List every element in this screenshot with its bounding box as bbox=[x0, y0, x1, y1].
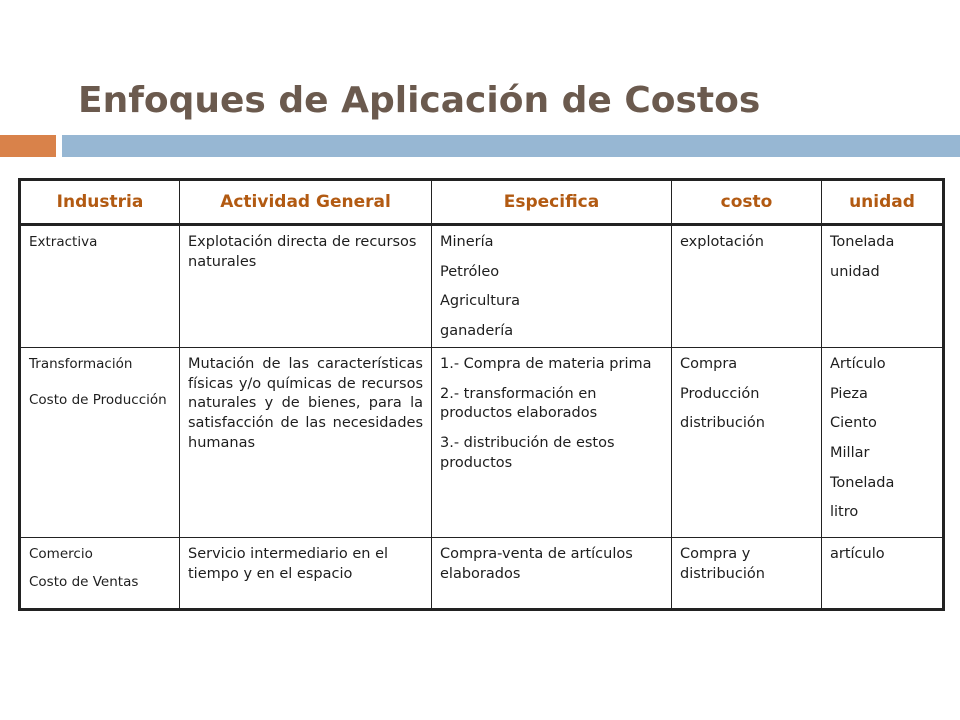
actividad-text: Explotación directa de recursos naturales bbox=[188, 234, 417, 270]
industria-name: Comercio bbox=[29, 546, 93, 563]
unidad-item: Millar bbox=[830, 444, 870, 461]
unidad-item: unidad bbox=[830, 263, 880, 280]
especifica-item: Compra-venta de artículos elaborados bbox=[440, 546, 633, 582]
header-unidad: unidad bbox=[822, 180, 944, 225]
cell-costo bbox=[672, 225, 822, 348]
actividad-text: Servicio intermediario en el tiempo y en el espacio bbox=[188, 546, 389, 582]
cell-costo bbox=[672, 538, 822, 610]
unidad-item: Artículo bbox=[830, 356, 886, 373]
unidad-item: litro bbox=[830, 504, 859, 521]
unidad-item: Tonelada bbox=[830, 474, 895, 491]
costo-item: Producción bbox=[680, 385, 760, 402]
table-row bbox=[20, 225, 944, 348]
cell-industria bbox=[20, 538, 180, 610]
especifica-item: Agricultura bbox=[440, 293, 521, 310]
cell-especifica bbox=[432, 225, 672, 348]
title-accent-bar bbox=[0, 135, 56, 157]
especifica-item: 1.- Compra de materia prima bbox=[440, 356, 652, 373]
costo-item: Compra y distribución bbox=[680, 546, 765, 582]
costo-item: Compra bbox=[680, 356, 738, 373]
unidad-item: Pieza bbox=[830, 385, 868, 402]
cell-industria bbox=[20, 225, 180, 348]
unidad-item: Tonelada bbox=[830, 234, 895, 250]
costo-item: distribución bbox=[680, 415, 765, 432]
industria-cost-type: Costo de Producción bbox=[29, 392, 167, 409]
header-actividad-general: Actividad General bbox=[180, 180, 432, 225]
header-industria: Industria bbox=[20, 180, 180, 225]
industria-name: Extractiva bbox=[29, 234, 98, 250]
cell-unidad bbox=[822, 225, 944, 348]
cell-especifica bbox=[432, 538, 672, 610]
especifica-item: ganadería bbox=[440, 322, 514, 339]
especifica-item: 2.- transformación en productos elaborados bbox=[440, 385, 598, 422]
cell-actividad bbox=[180, 348, 432, 538]
header-especifica: Especifica bbox=[432, 180, 672, 225]
header-costo: costo bbox=[672, 180, 822, 225]
cell-unidad bbox=[822, 538, 944, 610]
unidad-item: artículo bbox=[830, 546, 885, 563]
title-divider-bar bbox=[62, 135, 960, 157]
especifica-item: 3.- distribución de estos productos bbox=[440, 434, 615, 471]
especifica-item: Minería bbox=[440, 234, 494, 250]
cell-industria bbox=[20, 348, 180, 538]
slide-title: Enfoques de Aplicación de Costos bbox=[78, 80, 761, 121]
cell-actividad bbox=[180, 225, 432, 348]
cell-costo bbox=[672, 348, 822, 538]
table-header-row bbox=[20, 180, 944, 225]
costo-item: explotación bbox=[680, 234, 764, 250]
unidad-item: Ciento bbox=[830, 415, 877, 432]
cell-unidad bbox=[822, 348, 944, 538]
industria-cost-type: Costo de Ventas bbox=[29, 574, 139, 591]
cell-especifica bbox=[432, 348, 672, 538]
table-row bbox=[20, 538, 944, 610]
table-row bbox=[20, 348, 944, 538]
cost-approaches-table bbox=[18, 178, 945, 611]
cell-actividad bbox=[180, 538, 432, 610]
especifica-item: Petróleo bbox=[440, 263, 500, 280]
actividad-text: Mutación de las características físicas y/o químicas de recursos naturales y de bienes, para la satisfacción de las necesidades humanas bbox=[188, 356, 423, 451]
industria-name: Transformación bbox=[29, 356, 133, 373]
